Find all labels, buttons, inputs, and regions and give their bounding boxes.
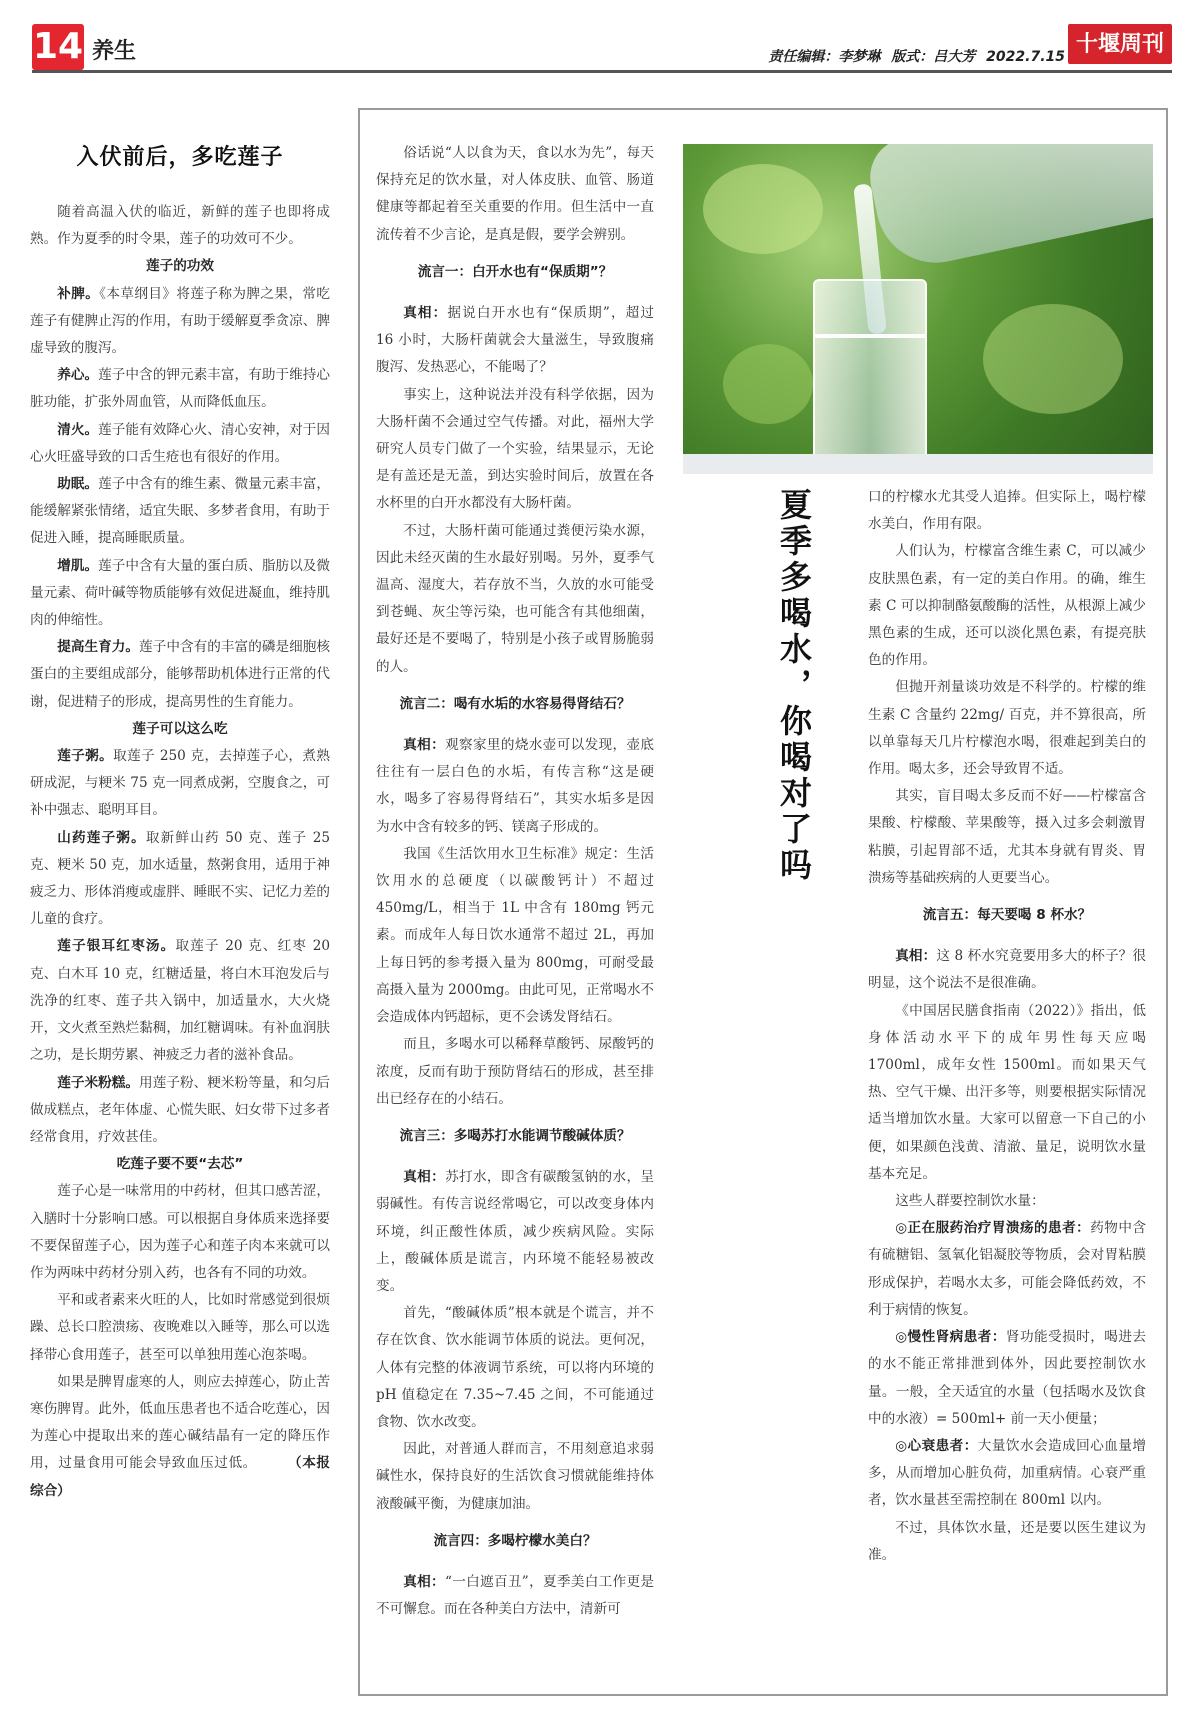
paragraph-text: 《中国居民膳食指南（2022）》指出，低身体活动水平下的成年男性每天应喝 1700ml，成年女性 1500ml。而如果天气热、空气干燥、出汗多等，则要根据实际情况适当增加饮水量。大家可以留意一下自己的小便，如果颜色浅黄、清澈、量足，说明饮水量基本充足。: [868, 1002, 1146, 1182]
rumor-body: [868, 943, 1146, 1569]
paragraph: [868, 674, 1146, 783]
paragraph-text: 平和或者素来火旺的人，比如时常感觉到很烦躁、总长口腔溃疡、夜晚难以入睡等，那么可以选择带心食用莲子，甚至可以单独用莲心泡茶喝。: [30, 1292, 330, 1363]
paragraph-text: 取莲子 20 克、红枣 20 克、白木耳 10 克，红糖适量，将白木耳泡发后与洗净的红枣、莲子共入锅中，加适量水，大火烧开，文火煮至熟烂黏稠，加红糖调味。有补血润肤之功，是长期劳累、神疲乏力者的滋补食品。: [30, 938, 331, 1064]
paragraph: [868, 998, 1146, 1188]
paragraph: [30, 281, 330, 363]
core-section: [30, 1178, 330, 1504]
paragraph: [376, 518, 654, 681]
editor-credits: [762, 46, 1065, 66]
paragraph-text: 莲子能有效降心火、清心安神，对于因心火旺盛导致的口舌生疮也有很好的作用。: [30, 421, 331, 465]
water-surface: [813, 334, 925, 338]
paragraph-text: 莲子中含有的维生素、微量元素丰富，能缓解紧张情绪，适宜失眠、多梦者食用，有助于促进入睡，提高睡眠质量。: [30, 476, 331, 547]
paragraph-lead: 助眠。: [57, 476, 99, 493]
paragraph: [868, 1324, 1146, 1433]
rumor-heading: 流言二：喝有水垢的水容易得肾结石？: [399, 695, 631, 712]
paragraph: [376, 1569, 654, 1623]
paragraph: [30, 1369, 330, 1505]
paragraph: [376, 732, 654, 841]
paragraph: [868, 943, 1146, 997]
subheading: 莲子可以这么吃: [132, 720, 228, 737]
paragraph-lead: 山药莲子粥。: [57, 829, 146, 846]
rumor-body: [376, 1569, 654, 1623]
vertical-article-title: 夏季多喝水，你喝对了吗: [775, 488, 813, 884]
paragraph: [376, 1300, 654, 1436]
paragraph-text: 苏打水，即含有碳酸氢钠的水，呈弱碱性。有传言说经常喝它，可以改变身体内环境，纠正酸性体质，减少疾病风险。实际上，酸碱体质是谎言，内环境不能轻易被改变。: [376, 1169, 655, 1294]
paragraph-text: 如果是脾胃虚寒的人，则应去掉莲心，防止苦寒伤脾胃。此外，低血压患者也不适合吃莲心，因为莲心中提取出来的莲心碱结晶有一定的降压作用，过量食用可能会导致血压过低。: [30, 1373, 330, 1472]
layout-credit: 版式：吕大芳: [891, 49, 976, 65]
paragraph: [30, 1178, 330, 1287]
paragraph-text: 大量饮水会造成回心血量增多，从而增加心脏负荷，加重病情。心衰严重者，饮水量甚至需控制在 800ml 以内。: [868, 1437, 1146, 1509]
paragraph-lead: 增肌。: [57, 557, 99, 574]
bokeh-blob: [723, 344, 813, 424]
paragraph: [868, 484, 1146, 538]
paragraph-text: 事实上，这种说法并没有科学依据，因为大肠杆菌不会通过空气传播。对此，福州大学研究人员专门做了一个实验，结果显示，无论是有盖还是无盖，到达实验时间后，放置在各水杯里的白开水都没有大肠杆菌。: [376, 386, 654, 512]
paragraph-lead: ◎慢性肾病患者：: [895, 1329, 1006, 1346]
recipes-list: [30, 743, 330, 1151]
paragraph-lead: 真相：: [403, 1169, 446, 1186]
subheading: 吃莲子要不要“去芯”: [116, 1156, 244, 1173]
subheading: 莲子的功效: [146, 258, 214, 275]
paragraph-text: 人们认为，柠檬富含维生素 C，可以减少皮肤黑色素，有一定的美白作用。的确，维生素 C 可以抑制酪氨酸酶的活性，从根源上减少黑色素的生成，还可以淡化黑色素，有提亮肤色的作用。: [868, 543, 1146, 669]
paragraph-text: 这些人群要控制饮水量：: [895, 1193, 1045, 1210]
paragraph-text: 不过，具体饮水量，还是要以医生建议为准。: [868, 1519, 1146, 1563]
table-surface: [683, 454, 1153, 474]
byline: （本报综合）: [30, 1455, 331, 1499]
paragraph-text: 莲子中含有的丰富的磷是细胞核蛋白的主要组成部分，能够帮助机体进行正常的代谢，促进精子的形成，提高男性的生育能力。: [30, 639, 330, 710]
rumor-heading: 流言四：多喝柠檬水美白？: [433, 1532, 597, 1549]
paragraph: [30, 417, 330, 471]
paragraph: [376, 300, 654, 382]
paragraph-lead: 真相：: [403, 737, 446, 754]
water-article-column-1: [376, 140, 654, 1623]
paragraph-text: 药物中含有硫糖铝、氢氧化铝凝胶等物质，会对胃粘膜形成保护，若喝水太多，可能会降低药效，不利于病情的恢复。: [868, 1220, 1146, 1318]
paragraph-text: 莲子中含的钾元素丰富，有助于维持心脏功能，扩张外周血管，从而降低血压。: [30, 367, 331, 411]
paragraph: [868, 1433, 1146, 1515]
paragraph-text: 我国《生活饮用水卫生标准》规定：生活饮用水的总硬度（以碳酸钙计）不超过 450mg/L，相当于 1L 中含有 180mg 钙元素。而成年人每日饮水通常不超过 2L，再加上每日钙的参考摄入量为 800mg，可耐受最高摄入量为 2000mg。由此可见，正常喝水不会造成体内钙超标，更不会诱发肾结石。: [376, 845, 655, 1026]
paragraph: [30, 743, 330, 825]
water-article-column-3: [868, 484, 1146, 1569]
paragraph: [868, 1515, 1146, 1569]
paragraph-text: 莲子中含有大量的蛋白质、脂肪以及微量元素、荷叶碱等物质能够有效促进凝血，维持肌肉的伸缩性。: [30, 557, 331, 629]
paragraph-text: 其实，盲目喝太多反而不好——柠檬富含果酸、柠檬酸、苹果酸等，摄入过多会刺激胃粘膜，引起胃部不适，尤其本身就有胃炎、胃溃疡等基础疾病的人更要当心。: [868, 788, 1146, 886]
paragraph-lead: 真相：: [403, 305, 448, 322]
paragraph: [30, 1070, 330, 1152]
paragraph: [30, 362, 330, 416]
paragraph-text: “一白遮百丑”，夏季美白工作更是不可懈怠。而在各种美白方法中，清新可: [376, 1573, 654, 1618]
rumor-body: [376, 732, 654, 1113]
paragraph-text: 用莲子粉、粳米粉等量，和匀后做成糕点，老年体虚、心慌失眠、妇女带下过多者经常食用，疗效甚佳。: [30, 1074, 330, 1145]
paragraph-text: 口的柠檬水尤其受人追捧。但实际上，喝柠檬水美白，作用有限。: [868, 489, 1146, 533]
rumor-body: [868, 484, 1146, 892]
effects-list: [30, 281, 330, 716]
paragraph-text: 莲子心是一味常用的中药材，但其口感苦涩，入膳时十分影响口感。可以根据自身体质来选择要不要保留莲子心，因为莲子心和莲子肉本来就可以作为两味中药材分别入药，也各有不同的功效。: [30, 1183, 330, 1281]
paragraph-lead: 真相：: [403, 1573, 445, 1590]
paragraph: [30, 634, 330, 716]
paragraph-text: 因此，对普通人群而言，不用刻意追求弱碱性水，保持良好的生活饮食习惯就能维持体液酸碱平衡，为健康加油。: [376, 1441, 654, 1512]
issue-date: 2022.7.15: [986, 49, 1065, 65]
paragraph: [868, 1188, 1146, 1215]
paragraph: [868, 783, 1146, 892]
paragraph: [868, 1215, 1146, 1324]
paragraph-text: 首先，“酸碱体质”根本就是个谎言，并不存在饮食、饮水能调节体质的说法。更何况，人体有完整的体液调节系统，可以将内环境的 pH 值稳定在 7.35~7.45 之间，不可能通过食物、饮水改变。: [376, 1305, 654, 1430]
newspaper-brand-logo: 十堰周刊: [1068, 24, 1172, 64]
paragraph-text: 但抛开剂量谈功效是不科学的。柠檬的维生素 C 含量约 22mg/ 百克，并不算很高，所以单靠每天几片柠檬泡水喝，很难起到美白的作用。喝太多，还会导致胃不适。: [868, 679, 1146, 778]
paragraph-lead: 真相：: [895, 948, 937, 965]
paragraph: [376, 1031, 654, 1113]
paragraph-lead: ◎心衰患者：: [895, 1437, 978, 1454]
paragraph: [376, 1164, 654, 1300]
paragraph: [376, 1436, 654, 1518]
pitcher-shape: [863, 144, 1153, 274]
paragraph-text: 《本草纲目》将莲子称为脾之果，常吃莲子有健脾止泻的作用，有助于缓解夏季贪凉、脾虚导致的腹泻。: [30, 285, 331, 357]
paragraph: [30, 825, 330, 934]
rumor-heading: 流言三：多喝苏打水能调节酸碱体质？: [399, 1127, 631, 1144]
paragraph: [30, 933, 330, 1069]
glass-shape: [813, 279, 927, 468]
paragraph-text: 不过，大肠杆菌可能通过粪便污染水源，因此未经灭菌的生水最好别喝。另外，夏季气温高、湿度大，若存放不当，久放的水可能受到苍蝇、灰尘等污染，也可能含有其他细菌，最好还是不要喝了，特别是小孩子或胃肠脆弱的人。: [376, 522, 654, 675]
rumor-heading: 流言一：白开水也有“保质期”？: [417, 263, 613, 280]
rumor-heading: 流言五：每天要喝 8 杯水？: [922, 907, 1092, 924]
paragraph-lead: 清火。: [57, 421, 99, 438]
paragraph-lead: 莲子银耳红枣汤。: [57, 938, 176, 955]
paragraph-lead: 提高生育力。: [57, 639, 140, 656]
paragraph: [376, 382, 654, 518]
water-glass-photo: [683, 144, 1153, 474]
section-name: 养生: [92, 39, 137, 64]
bokeh-blob: [983, 304, 1123, 414]
paragraph-lead: 莲子米粉糕。: [57, 1074, 140, 1091]
paragraph: [376, 841, 654, 1031]
paragraph-text: 这 8 杯水究竟要用多大的杯子？很明显，这个说法不是很准确。: [868, 948, 1146, 992]
bokeh-blob: [703, 164, 823, 254]
paragraph: [30, 553, 330, 635]
rumor-body: [376, 300, 654, 681]
article-intro: 俗话说“人以食为天，食以水为先”，每天保持充足的饮水量，对人体皮肤、血管、肠道健康等都起着至关重要的作用。但生活中一直流传着不少言论，是真是假，要学会辨别。: [376, 145, 654, 243]
paragraph-lead: ◎正在服药治疗胃溃疡的患者：: [895, 1220, 1091, 1237]
paragraph: [30, 1287, 330, 1369]
paragraph-lead: 莲子粥。: [57, 748, 114, 765]
paragraph-text: 取莲子 250 克，去掉莲子心，煮熟研成泥，与粳米 75 克一同煮成粥，空腹食之，可补中强志、聪明耳目。: [30, 748, 331, 819]
paragraph-text: 观察家里的烧水壶可以发现，壶底往往有一层白色的水垢，有传言称“这是硬水，喝多了容易得肾结石”，其实水垢多是因为水中含有较多的钙、镁离子形成的。: [376, 737, 655, 835]
paragraph-lead: 养心。: [57, 367, 99, 384]
paragraph-text: 据说白开水也有“保质期”，超过 16 小时，大肠杆菌就会大量滋生，导致腹痛腹泻、发热恶心，不能喝了？: [376, 305, 655, 376]
article-intro: 随着高温入伏的临近，新鲜的莲子也即将成熟。作为夏季的时令果，莲子的功效可不少。: [30, 204, 330, 248]
article-title: 入伏前后，多吃莲子: [76, 144, 284, 170]
paragraph-text: 肾功能受损时，喝进去的水不能正常排泄到体外，因此要控制饮水量。一般，全天适宜的水量（包括喝水及饮食中的水液）= 500ml+ 前一天小便量；: [868, 1329, 1146, 1427]
paragraph: [30, 471, 330, 553]
lotus-seed-article: [30, 140, 330, 1505]
page-number: 14: [32, 24, 84, 70]
rumor-body: [376, 1164, 654, 1518]
paragraph-lead: 补脾。: [57, 285, 100, 302]
paragraph: [868, 538, 1146, 674]
editor-credit: 责任编辑：李梦琳: [768, 49, 881, 65]
header-divider: [32, 70, 1172, 73]
paragraph-text: 而且，多喝水可以稀释草酸钙、尿酸钙的浓度，反而有助于预防肾结石的形成，甚至排出已经存在的小结石。: [376, 1036, 654, 1107]
paragraph-text: 取新鲜山药 50 克、莲子 25 克、粳米 50 克，加水适量，熬粥食用，适用于神疲乏力、形体消瘦或虚胖、睡眠不实、记忆力差的儿童的食疗。: [30, 829, 331, 928]
